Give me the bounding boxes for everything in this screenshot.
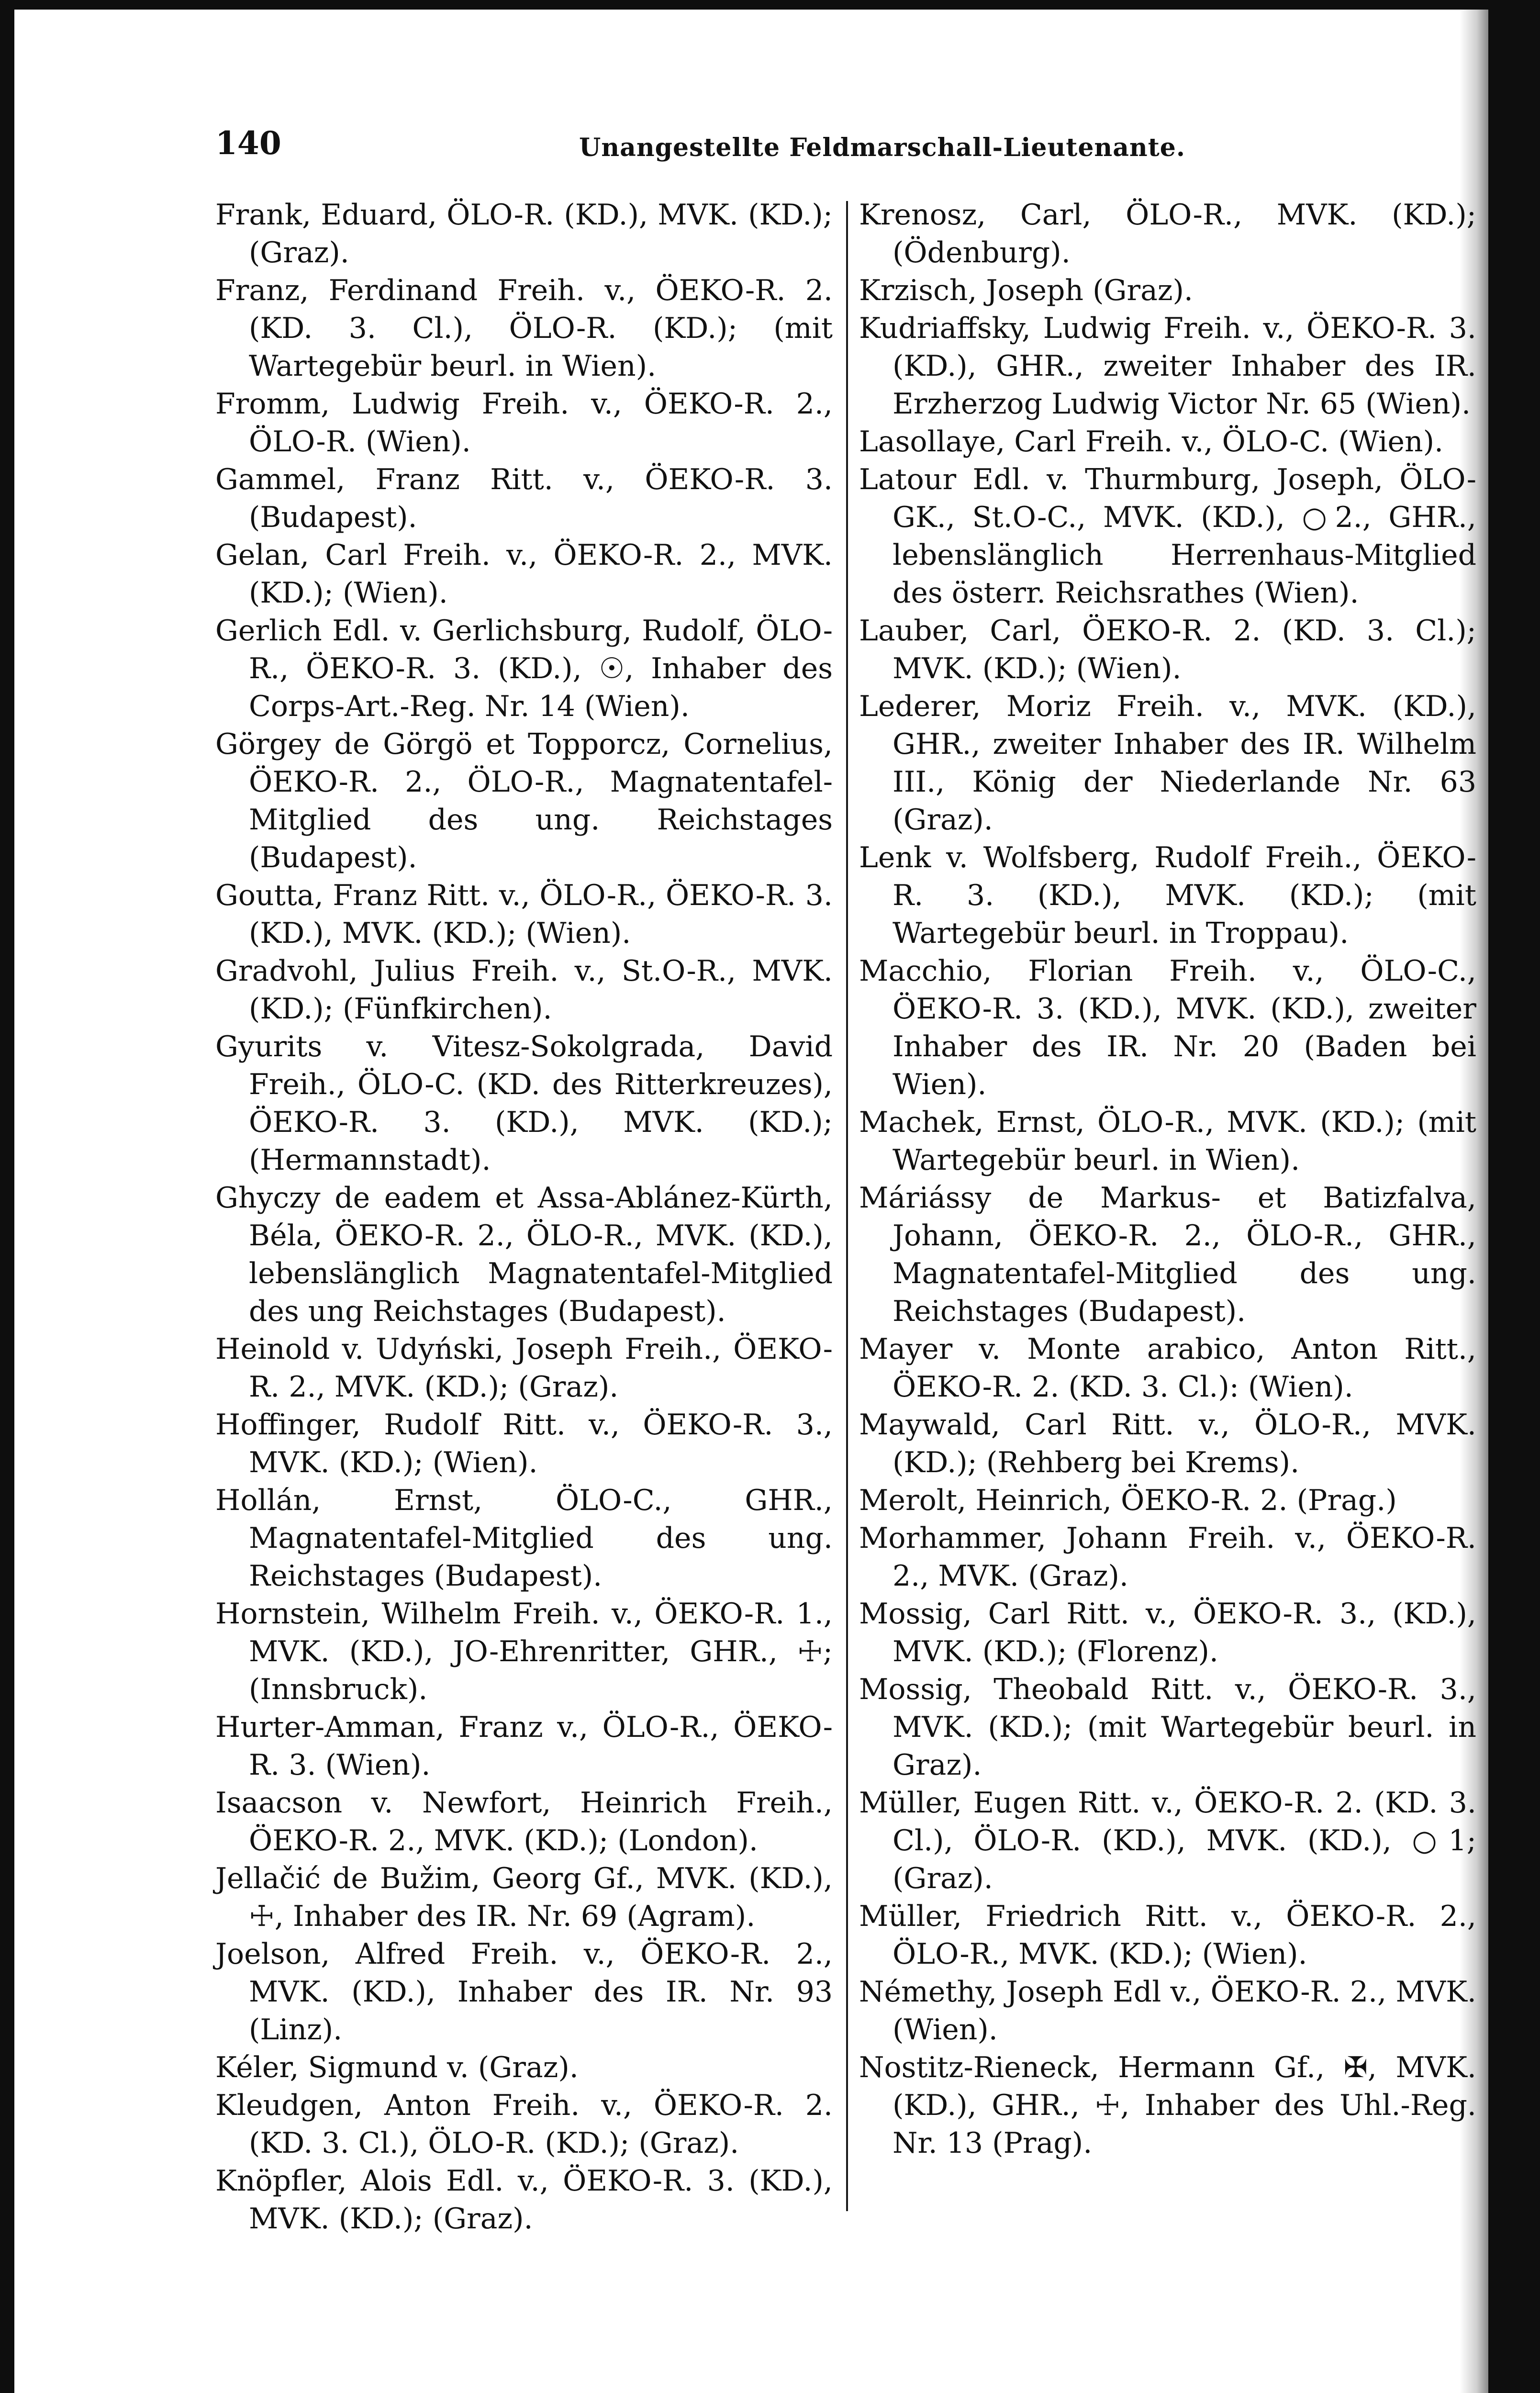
list-entry: Knöpfler, Alois Edl. v., ÖEKO-R. 3. (KD.), MVK. (KD.); (Graz).	[215, 2164, 833, 2236]
list-entry: Lauber, Carl, ÖEKO-R. 2. (KD. 3. Cl.); MVK. (KD.); (Wien).	[859, 614, 1476, 685]
list-entry: Maywald, Carl Ritt. v., ÖLO-R., MVK. (KD.); (Rehberg bei Krems).	[859, 1408, 1476, 1479]
list-entry: Joelson, Alfred Freih. v., ÖEKO-R. 2., MVK. (KD.), Inhaber des IR. Nr. 93 (Linz).	[215, 1937, 833, 2046]
list-entry: Morhammer, Johann Freih. v., ÖEKO-R. 2., MVK. (Graz).	[859, 1521, 1476, 1593]
list-entry: Krzisch, Joseph (Graz).	[859, 274, 1193, 307]
list-entry: Lederer, Moriz Freih. v., MVK. (KD.), GHR., zweiter Inhaber des IR. Wilhelm III., König der Niederlande Nr. 63 (Graz).	[859, 690, 1476, 837]
left-column	[215, 196, 833, 2238]
list-entry: Gelan, Carl Freih. v., ÖEKO-R. 2., MVK. (KD.); (Wien).	[215, 538, 833, 610]
list-entry: Lasollaye, Carl Freih. v., ÖLO-C. (Wien).	[859, 425, 1444, 458]
list-entry: Lenk v. Wolfsberg, Rudolf Freih., ÖEKO-R. 3. (KD.), MVK. (KD.); (mit Wartegebür beurl. in Troppau).	[859, 841, 1476, 950]
list-entry: Müller, Friedrich Ritt. v., ÖEKO-R. 2., ÖLO-R., MVK. (KD.); (Wien).	[859, 1900, 1476, 1971]
list-entry: Gyurits v. Vitesz-Sokolgrada, David Freih., ÖLO-C. (KD. des Ritterkreuzes), ÖEKO-R. 3. (KD.), MVK. (KD.); (Hermannstadt).	[215, 1030, 833, 1177]
list-entry: Kudriaffsky, Ludwig Freih. v., ÖEKO-R. 3. (KD.), GHR., zweiter Inhaber des IR. Erzherzog Ludwig Victor Nr. 65 (Wien).	[859, 312, 1476, 421]
list-entry: Nostitz-Rieneck, Hermann Gf., ✠, MVK. (KD.), GHR., ☩, Inhaber des Uhl.-Reg. Nr. 13 (Prag).	[859, 2051, 1476, 2160]
list-entry: Isaacson v. Newfort, Heinrich Freih., ÖEKO-R. 2., MVK. (KD.); (London).	[215, 1786, 833, 1857]
list-entry: Hoffinger, Rudolf Ritt. v., ÖEKO-R. 3., MVK. (KD.); (Wien).	[215, 1408, 833, 1479]
list-entry: Goutta, Franz Ritt. v., ÖLO-R., ÖEKO-R. 3. (KD.), MVK. (KD.); (Wien).	[215, 879, 833, 950]
column-divider	[846, 201, 848, 2211]
list-entry: Latour Edl. v. Thurmburg, Joseph, ÖLO-GK., St.O-C., MVK. (KD.), ○2., GHR., lebenslänglich Herrenhaus-Mitglied des österr. Reichsrathes (Wien).	[859, 463, 1476, 610]
book-page	[14, 10, 1488, 2393]
list-entry: Hornstein, Wilhelm Freih. v., ÖEKO-R. 1., MVK. (KD.), JO-Ehrenritter, GHR., ☩; (Innsbruck).	[215, 1597, 833, 1706]
list-entry: Merolt, Heinrich, ÖEKO-R. 2. (Prag.)	[859, 1484, 1397, 1517]
list-entry: Hollán, Ernst, ÖLO-C., GHR., Magnatentafel-Mitglied des ung. Reichstages (Budapest).	[215, 1484, 833, 1593]
list-entry: Gradvohl, Julius Freih. v., St.O-R., MVK. (KD.); (Fünfkirchen).	[215, 954, 833, 1026]
page-header	[215, 124, 1373, 182]
list-entry: Heinold v. Udyński, Joseph Freih., ÖEKO-R. 2., MVK. (KD.); (Graz).	[215, 1332, 833, 1404]
right-column	[859, 196, 1476, 2162]
running-title: Unangestellte Feldmarschall-Lieutenante.	[579, 133, 1185, 162]
list-entry: Gammel, Franz Ritt. v., ÖEKO-R. 3. (Budapest).	[215, 463, 833, 534]
list-entry: Máriássy de Markus- et Batizfalva, Johann, ÖEKO-R. 2., ÖLO-R., GHR., Magnatentafel-Mitglied des ung. Reichstages (Budapest).	[859, 1181, 1476, 1328]
list-entry: Jellačić de Bužim, Georg Gf., MVK. (KD.), ☩, Inhaber des IR. Nr. 69 (Agram).	[215, 1862, 833, 1933]
list-entry: Némethy, Joseph Edl v., ÖEKO-R. 2., MVK. (Wien).	[859, 1975, 1476, 2046]
page-number: 140	[215, 124, 281, 162]
list-entry: Frank, Eduard, ÖLO-R. (KD.), MVK. (KD.); (Graz).	[215, 198, 833, 269]
list-entry: Ghyczy de eadem et Assa-Ablánez-Kürth, Béla, ÖEKO-R. 2., ÖLO-R., MVK. (KD.), lebenslänglich Magnatentafel-Mitglied des ung Reichstages (Budapest).	[215, 1181, 833, 1328]
list-entry: Mossig, Carl Ritt. v., ÖEKO-R. 3., (KD.), MVK. (KD.); (Florenz).	[859, 1597, 1476, 1668]
list-entry: Görgey de Görgö et Topporcz, Cornelius, ÖEKO-R. 2., ÖLO-R., Magnatentafel-Mitglied des ung. Reichstages (Budapest).	[215, 727, 833, 874]
list-entry: Hurter-Amman, Franz v., ÖLO-R., ÖEKO-R. 3. (Wien).	[215, 1711, 833, 1782]
list-entry: Müller, Eugen Ritt. v., ÖEKO-R. 2. (KD. 3. Cl.), ÖLO-R. (KD.), MVK. (KD.), ○1; (Graz).	[859, 1786, 1476, 1895]
list-entry: Mossig, Theobald Ritt. v., ÖEKO-R. 3., MVK. (KD.); (mit Wartegebür beurl. in Graz).	[859, 1673, 1476, 1782]
list-entry: Machek, Ernst, ÖLO-R., MVK. (KD.); (mit Wartegebür beurl. in Wien).	[859, 1106, 1476, 1177]
list-entry: Franz, Ferdinand Freih. v., ÖEKO-R. 2. (KD. 3. Cl.), ÖLO-R. (KD.); (mit Wartegebür beurl. in Wien).	[215, 274, 833, 383]
list-entry: Kleudgen, Anton Freih. v., ÖEKO-R. 2. (KD. 3. Cl.), ÖLO-R. (KD.); (Graz).	[215, 2089, 833, 2160]
list-entry: Fromm, Ludwig Freih. v., ÖEKO-R. 2., ÖLO-R. (Wien).	[215, 387, 833, 458]
list-entry: Gerlich Edl. v. Gerlichsburg, Rudolf, ÖLO-R., ÖEKO-R. 3. (KD.), ☉, Inhaber des Corps-Art.-Reg. Nr. 14 (Wien).	[215, 614, 833, 723]
list-entry: Macchio, Florian Freih. v., ÖLO-C., ÖEKO-R. 3. (KD.), MVK. (KD.), zweiter Inhaber des IR. Nr. 20 (Baden bei Wien).	[859, 954, 1476, 1101]
list-entry: Mayer v. Monte arabico, Anton Ritt., ÖEKO-R. 2. (KD. 3. Cl.): (Wien).	[859, 1332, 1476, 1404]
list-entry: Krenosz, Carl, ÖLO-R., MVK. (KD.); (Ödenburg).	[859, 198, 1476, 269]
list-entry: Kéler, Sigmund v. (Graz).	[215, 2051, 579, 2084]
two-column-text	[215, 196, 1479, 2236]
